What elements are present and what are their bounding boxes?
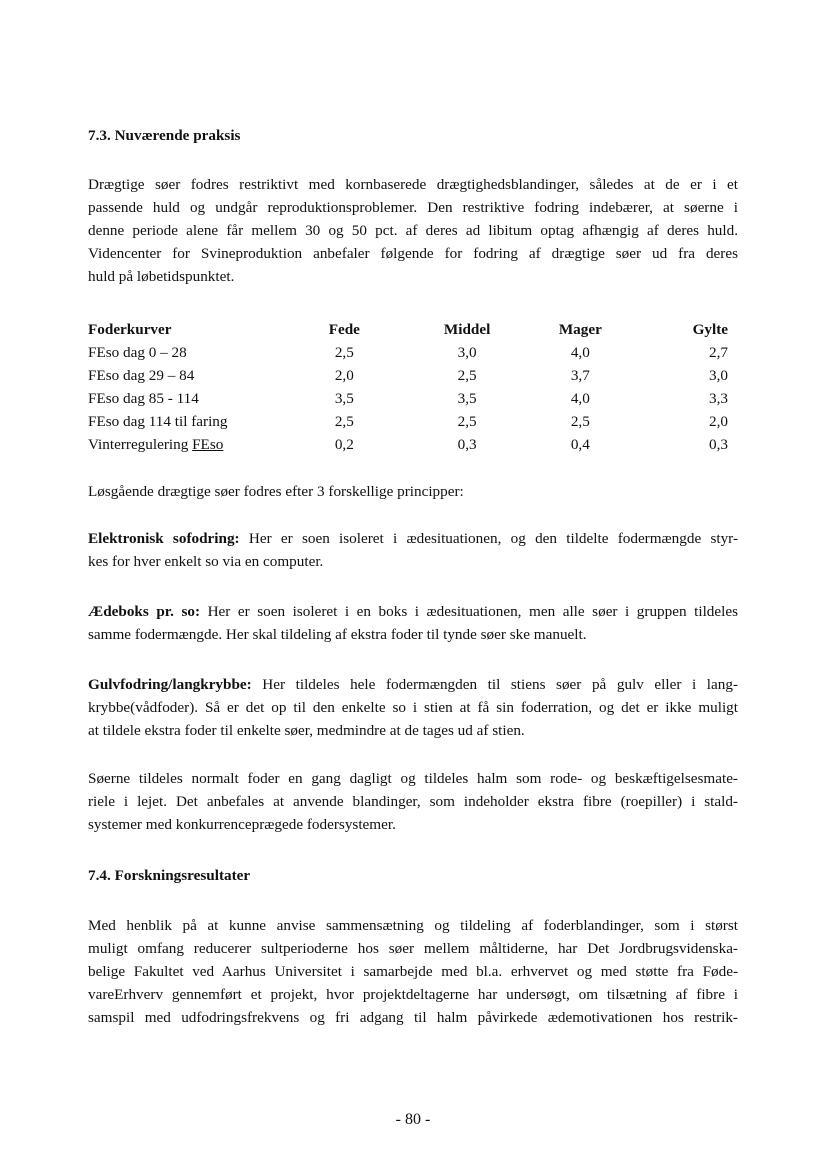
text-line: at tildele ekstra foder til enkelte søer, medmindre at de tages ud af stien. (88, 722, 525, 739)
section-heading-forskningsresultater: 7.4. Forskningsresultater (88, 867, 251, 884)
text-line: muligt omfang reducerer sultperioderne hos søer mellem måltiderne, har Det Jordbrugsvidenska- (88, 940, 738, 957)
table-header-row (88, 318, 738, 341)
text-line: riele i lejet. Det anbefales at anvende blandinger, som indeholder ekstra fibre (roepiller) i stald- (88, 793, 738, 810)
cell-mager: 3,7 (570, 367, 590, 384)
text-line: Løsgående drægtige søer fodres efter 3 forskellige principper: (88, 483, 464, 500)
research-paragraph (88, 914, 738, 1029)
text-line: passende huld og undgår reproduktionsproblemer. Den restriktive fodring indebærer, at søerne i (88, 199, 738, 216)
cell-gylte: 3,3 (709, 390, 728, 407)
text-line: kes for hver enkelt so via en computer. (88, 553, 324, 570)
straw-paragraph (88, 767, 738, 836)
row-label: FEso dag 0 – 28 (88, 344, 187, 361)
column-header-foderkurver: Foderkurver (88, 321, 172, 338)
principle-floor-feeding (88, 673, 738, 742)
principle-lead: Elektronisk sofodring: (88, 530, 240, 547)
table-row (88, 364, 738, 387)
cell-middel: 3,0 (457, 344, 477, 361)
text-line: systemer med konkurrenceprægede fodersystemer. (88, 816, 396, 833)
text-line: vareErhverv gennemført et projekt, hvor projektdeltagerne har undersøgt, om tilsætning af fibre i (88, 986, 738, 1003)
row-label (88, 433, 310, 456)
row-label-underlined: FEso (192, 436, 224, 453)
table-row (88, 341, 738, 364)
page-number: - 80 - (395, 1111, 431, 1128)
principle-lead: Gulvfodring/langkrybbe: (88, 676, 252, 693)
text-line: krybbe(vådfoder). Så er det op til den enkelte so i stien at få sin foderration, og det er ikke muligt (88, 699, 738, 716)
section-heading-nuvaerende-praksis: 7.3. Nuværende praksis (88, 127, 241, 144)
cell-fede: 3,5 (334, 390, 354, 407)
row-label: FEso dag 85 - 114 (88, 390, 199, 407)
text-line: denne periode alene får mellem 30 og 50 pct. af deres ad libitum optag afhængig af deres huld. (88, 222, 738, 239)
table-row (88, 410, 738, 433)
principles-intro (88, 480, 738, 503)
text-line (88, 673, 738, 696)
column-header-middel: Middel (443, 321, 491, 338)
intro-paragraph (88, 173, 738, 288)
text-line: samme fodermængde. Her skal tildeling af ekstra foder til tynde søer ske manuelt. (88, 626, 587, 643)
row-label: FEso dag 114 til faring (88, 413, 228, 430)
column-header-fede: Fede (328, 321, 360, 338)
cell-gylte: 2,0 (709, 413, 728, 430)
text-line: Søerne tildeles normalt foder en gang dagligt og tildeles halm som rode- og beskæftigelsesmate- (88, 770, 738, 787)
cell-fede: 2,0 (334, 367, 354, 384)
row-label: FEso dag 29 – 84 (88, 367, 195, 384)
table-row (88, 387, 738, 410)
column-header-gylte: Gylte (692, 321, 728, 338)
text-line (88, 527, 738, 550)
text-line: Drægtige søer fodres restriktivt med kornbaserede drægtighedsblandinger, således at de er i et (88, 176, 738, 193)
principle-feeding-box (88, 600, 738, 646)
text-line: belige Fakultet ved Aarhus Universitet i samarbejde med bl.a. erhvervet og med støtte fra Føde- (88, 963, 738, 980)
text-line: Med henblik på at kunne anvise sammensætning og tildeling af foderblandinger, som i størst (88, 917, 738, 934)
cell-gylte: 2,7 (709, 344, 728, 361)
principle-text: Her er soen isoleret i ædesituationen, og den tildelte fodermængde styr- (239, 530, 738, 547)
cell-mager: 4,0 (570, 344, 590, 361)
cell-mager: 2,5 (570, 413, 590, 430)
principle-text: Her er soen isoleret i en boks i ædesituationen, men alle søer i gruppen tildeles (200, 603, 738, 620)
cell-fede: 0,2 (334, 436, 354, 453)
text-line (88, 600, 738, 623)
row-label-prefix: Vinterregulering (88, 436, 193, 453)
cell-gylte: 3,0 (709, 367, 728, 384)
text-line: samspil med udfodringsfrekvens og fri adgang til halm påvirkede ædemotivationen hos restrik- (88, 1009, 738, 1026)
cell-mager: 4,0 (570, 390, 590, 407)
cell-mager: 0,4 (570, 436, 590, 453)
principle-lead: Ædeboks pr. so: (88, 603, 201, 620)
cell-middel: 2,5 (457, 413, 477, 430)
feed-curve-table (88, 318, 738, 456)
cell-middel: 2,5 (457, 367, 477, 384)
text-line: Videncenter for Svineproduktion anbefaler følgende for fodring af drægtige søer ud fra deres (88, 245, 738, 262)
table-row (88, 433, 738, 456)
cell-fede: 2,5 (334, 344, 354, 361)
cell-middel: 0,3 (457, 436, 477, 453)
text-line: huld på løbetidspunktet. (88, 268, 235, 285)
cell-fede: 2,5 (334, 413, 354, 430)
column-header-mager: Mager (558, 321, 602, 338)
principle-text: Her tildeles hele fodermængden til stiens søer på gulv eller i lang- (251, 676, 738, 693)
cell-middel: 3,5 (457, 390, 477, 407)
cell-gylte: 0,3 (709, 436, 728, 453)
principle-electronic-feeding (88, 527, 738, 573)
